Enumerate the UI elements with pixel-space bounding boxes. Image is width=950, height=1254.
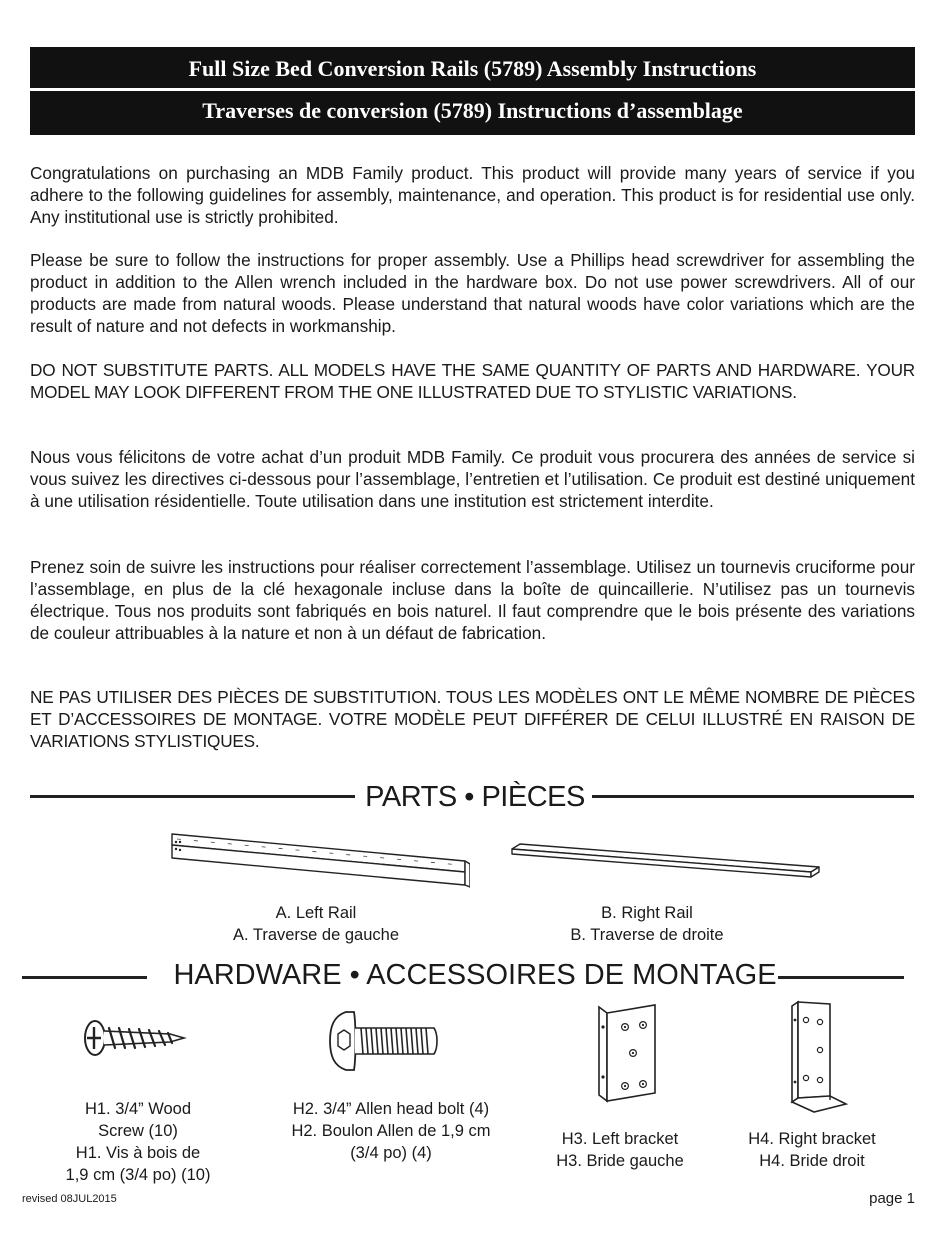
hardware-h2-line-1: H2. 3/4” Allen head bolt (4) bbox=[292, 1100, 490, 1118]
hardware-heading-text: HARDWARE • ACCESSOIRES DE MONTAGE bbox=[173, 959, 777, 991]
part-b-label-fr: B. Traverse de droite bbox=[570, 926, 724, 944]
hardware-h4-caption bbox=[722, 1128, 902, 1172]
right-bracket-icon bbox=[788, 1000, 850, 1118]
title-english: Full Size Bed Conversion Rails (5789) Assembly Instructions bbox=[30, 47, 915, 88]
parts-heading-rule-right bbox=[592, 795, 914, 798]
intro-paragraph-3: DO NOT SUBSTITUTE PARTS. ALL MODELS HAVE THE SAME QUANTITY OF PARTS AND HARDWARE. YOUR MODEL MAY LOOK DIFFERENT FROM THE ONE ILLUSTRATED DUE TO STYLISTIC VARIATIONS. bbox=[30, 360, 915, 402]
wood-screw-icon bbox=[78, 1015, 188, 1061]
hardware-h3-line-2: H3. Bride gauche bbox=[556, 1152, 684, 1170]
hardware-h1-line-3: H1. Vis à bois de bbox=[75, 1144, 201, 1162]
hardware-h2-line-3: (3/4 po) (4) bbox=[350, 1144, 432, 1162]
title-french: Traverses de conversion (5789) Instructions d’assemblage bbox=[30, 91, 915, 135]
part-a-caption bbox=[196, 902, 436, 946]
intro-paragraph-4: Nous vous félicitons de votre achat d’un produit MDB Family. Ce produit vous procurera des années de service si vous suivez les directives ci-dessous pour l’assemblage, l’entretien et l’utilisation. Ce produit est destiné uniquement à une utilisation résidentielle. Toute utilisation dans une institution est strictement interdite. bbox=[30, 447, 915, 511]
revision-note: revised 08JUL2015 bbox=[22, 1193, 117, 1205]
hardware-h2-line-2: H2. Boulon Allen de 1,9 cm bbox=[291, 1122, 491, 1140]
intro-paragraph-6: NE PAS UTILISER DES PIÈCES DE SUBSTITUTION. TOUS LES MODÈLES ONT LE MÊME NOMBRE DE PIÈCES ET D’ACCESSOIRES DE MONTAGE. VOTRE MODÈLE PEUT DIFFÉRER DE CELUI ILLUSTRÉ EN RAISON DE VARIATIONS STYLISTIQUES. bbox=[30, 687, 915, 751]
parts-heading bbox=[0, 780, 950, 814]
intro-paragraph-1: Congratulations on purchasing an MDB Family product. This product will provide many years of service if you adhere to the following guidelines for assembly, maintenance, and operation. This product is for residential use only. Any institutional use is strictly prohibited. bbox=[30, 163, 915, 227]
left-rail-icon bbox=[165, 828, 470, 890]
hardware-heading bbox=[0, 957, 950, 993]
hardware-h1-line-1: H1. 3/4” Wood bbox=[84, 1100, 192, 1118]
hardware-h4-line-2: H4. Bride droit bbox=[759, 1152, 865, 1170]
hardware-h4-line-1: H4. Right bracket bbox=[748, 1130, 876, 1148]
part-a-label-en: A. Left Rail bbox=[275, 904, 357, 922]
left-bracket-icon bbox=[595, 1003, 661, 1103]
hardware-h2-caption bbox=[266, 1098, 516, 1164]
right-rail-icon bbox=[507, 838, 822, 880]
hardware-h1-line-4: 1,9 cm (3/4 po) (10) bbox=[65, 1166, 211, 1184]
intro-paragraph-2: Please be sure to follow the instructions for proper assembly. Use a Phillips head screwdriver for assembling the product in addition to the Allen wrench included in the hardware box. Do not use power screwdrivers. All of our products are made from natural woods. Please understand that natural woods have color variations which are the result of nature and not defects in workmanship. bbox=[30, 250, 915, 336]
hardware-h3-caption bbox=[530, 1128, 710, 1172]
page-number: page 1 bbox=[869, 1190, 915, 1207]
hardware-h1-line-2: Screw (10) bbox=[98, 1122, 178, 1140]
hardware-heading-rule-right bbox=[778, 976, 904, 979]
hardware-h3-line-1: H3. Left bracket bbox=[561, 1130, 679, 1148]
part-b-label-en: B. Right Rail bbox=[601, 904, 693, 922]
part-a-label-fr: A. Traverse de gauche bbox=[232, 926, 399, 944]
intro-paragraph-5: Prenez soin de suivre les instructions pour réaliser correctement l’assemblage. Utilisez un tournevis cruciforme pour l’assemblage, en plus de la clé hexagonale incluse dans la boîte de quincaillerie. N’utilisez pas un tournevis électrique. Tous nos produits sont fabriqués en bois naturel. Il faut comprendre que le bois présente des variations de couleur attribuables à la nature et non à un défaut de fabrication. bbox=[30, 557, 915, 643]
part-b-caption bbox=[527, 902, 767, 946]
hardware-h1-caption bbox=[38, 1098, 238, 1186]
parts-heading-text: PARTS • PIÈCES bbox=[365, 781, 585, 813]
allen-bolt-icon bbox=[328, 1008, 440, 1074]
